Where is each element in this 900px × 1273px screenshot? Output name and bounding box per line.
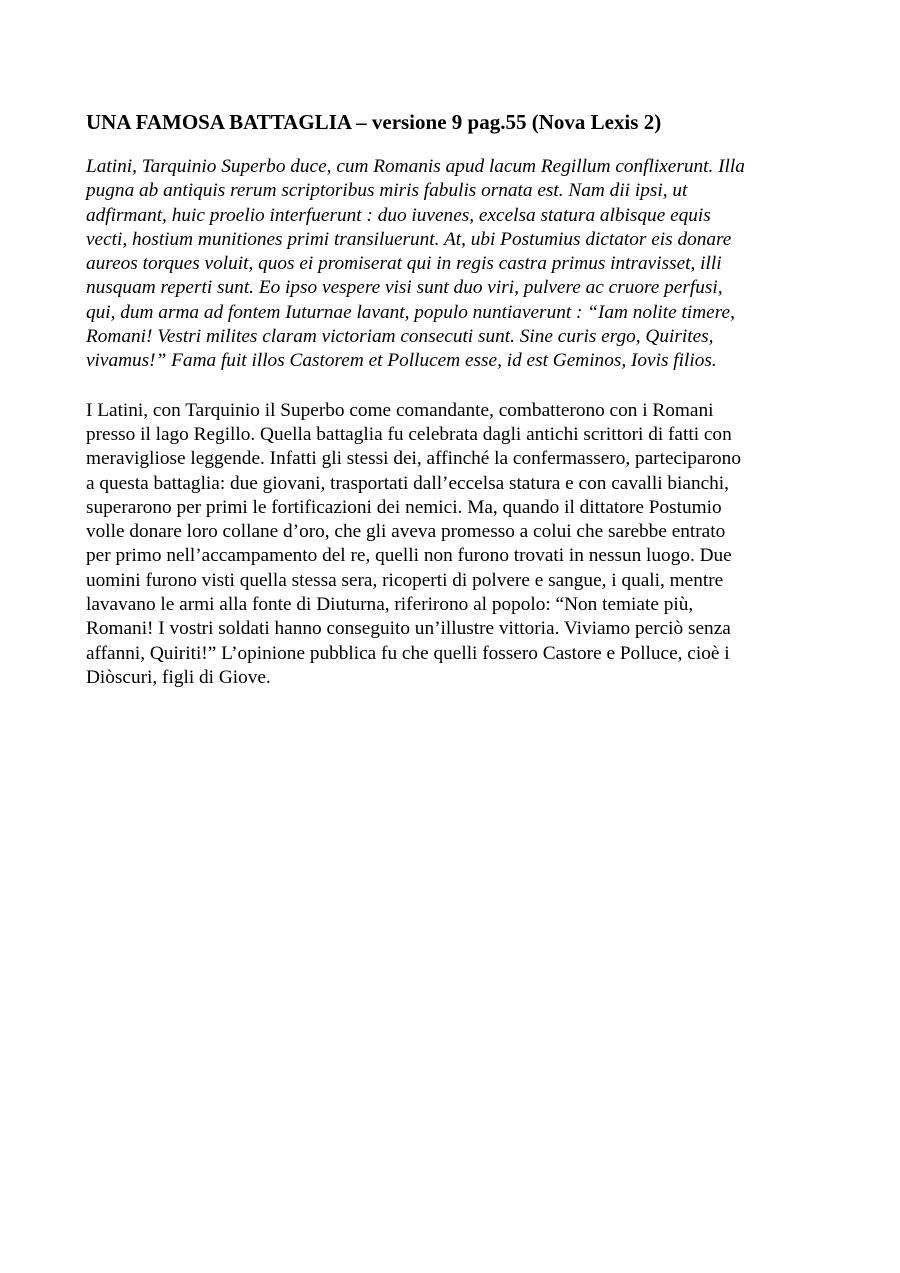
italian-line: superarono per primi le fortificazioni dei nemici. Ma, quando il dittatore Postumio	[86, 496, 722, 518]
italian-line: presso il lago Regillo. Quella battaglia fu celebrata dagli antichi scrittori di fatti con	[86, 423, 732, 445]
italian-line: meravigliose leggende. Infatti gli stessi dei, affinché la confermassero, parteciparono	[86, 448, 741, 470]
latin-line: Latini, Tarquinio Superbo duce, cum Romanis apud lacum Regillum conflixerunt. Illa	[86, 156, 745, 177]
latin-line: nusquam reperti sunt. Eo ipso vespere visi sunt duo viri, pulvere ac cruore perfusi,	[86, 277, 723, 299]
latin-line: qui, dum arma ad fontem Iuturnae lavant, populo nuntiaverunt : “Iam nolite timere,	[86, 301, 735, 323]
document-title: UNA FAMOSA BATTAGLIA – versione 9 pag.55 (Nova Lexis 2)	[86, 110, 662, 134]
italian-line: Romani! I vostri soldati hanno conseguito un’illustre vittoria. Viviamo perciò senza	[86, 618, 731, 640]
italian-line: volle donare loro collane d’oro, che gli aveva promesso a colui che sarebbe entrato	[86, 521, 726, 543]
latin-line: vecti, hostium munitiones primi transiluerunt. At, ubi Postumius dictator eis donare	[86, 228, 732, 250]
italian-line: per primo nell’accampamento del re, quelli non furono trovati in nessun luogo. Due	[86, 545, 732, 567]
latin-line: adfirmant, huic proelio interfuerunt : duo iuvenes, excelsa statura albisque equis	[86, 204, 711, 226]
latin-line: pugna ab antiquis rerum scriptoribus miris fabulis ornata est. Nam dii ipsi, ut	[86, 180, 688, 202]
italian-line: I Latini, con Tarquinio il Superbo come comandante, combatterono con i Romani	[86, 399, 714, 421]
italian-line: a questa battaglia: due giovani, trasportati dall’eccelsa statura e con cavalli bianchi,	[86, 472, 729, 494]
latin-line: vivamus!” Fama fuit illos Castorem et Pollucem esse, id est Geminos, Iovis filios.	[86, 350, 717, 372]
italian-translation	[86, 399, 818, 691]
document-page	[86, 108, 818, 690]
paragraph-spacer	[86, 374, 818, 399]
latin-line: aureos torques voluit, quos ei promiserat qui in regis castra primus intravisset, illi	[86, 253, 722, 275]
latin-text	[86, 155, 818, 374]
italian-line: Diòscuri, figli di Giove.	[86, 666, 271, 688]
italian-line: affanni, Quiriti!” L’opinione pubblica fu che quelli fossero Castore e Polluce, cioè i	[86, 642, 730, 664]
italian-line: uomini furono visti quella stessa sera, ricoperti di polvere e sangue, i quali, mentre	[86, 569, 724, 591]
latin-line: Romani! Vestri milites claram victoriam consecuti sunt. Sine curis ergo, Quirites,	[86, 326, 714, 348]
italian-line: lavavano le armi alla fonte di Diuturna, riferirono al popolo: “Non temiate più,	[86, 594, 694, 616]
